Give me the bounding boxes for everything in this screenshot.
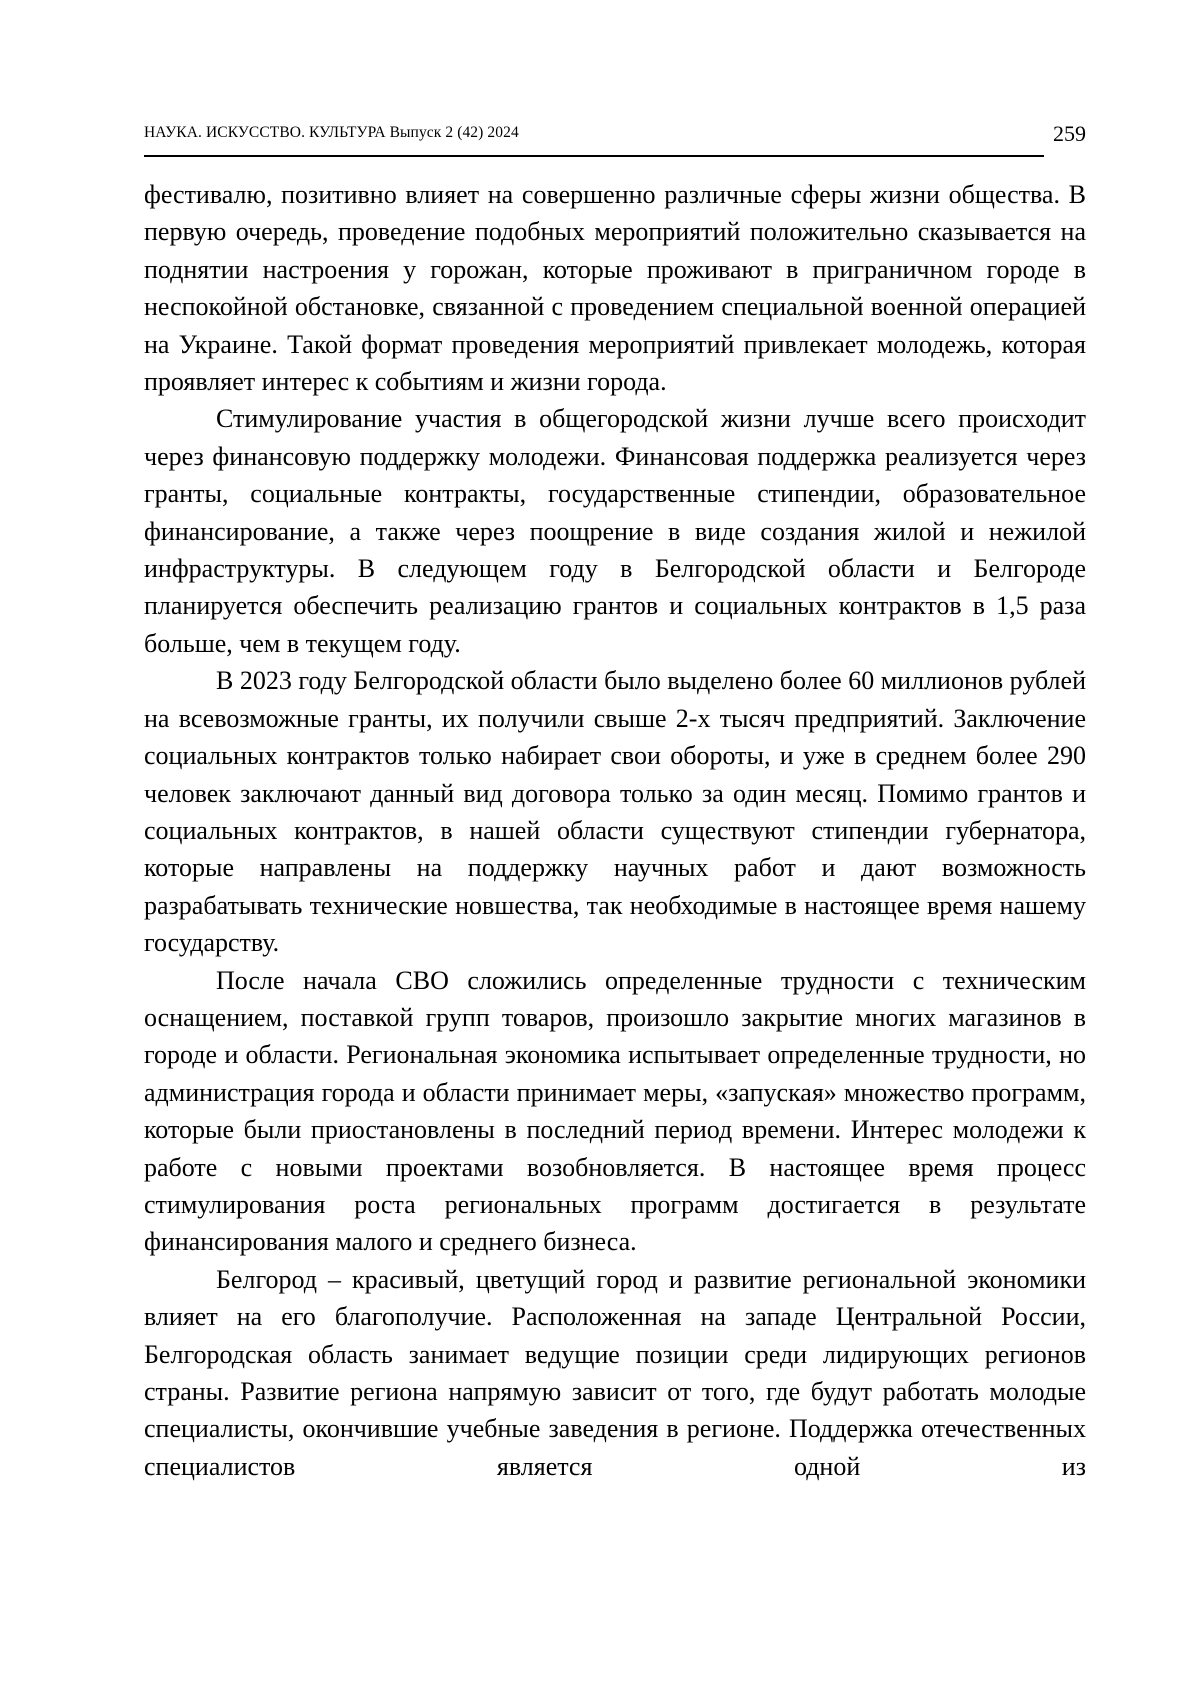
running-header	[144, 117, 1086, 157]
paragraph-1: фестивалю, позитивно влияет на совершенно различные сферы жизни общества. В первую очередь, проведение подобных мероприятий положительно сказывается на поднятии настроения у горожан, которые проживают в приграничном городе в неспокойной обстановке, связанной с проведением специальной военной операцией на Украине. Такой формат проведения мероприятий привлекает молодежь, которая проявляет интерес к событиям и жизни города.	[144, 180, 1086, 397]
body-text	[144, 176, 1086, 1485]
paragraph-3: В 2023 году Белгородской области было выделено более 60 миллионов рублей на всевозможные гранты, их получили свыше 2-х тысяч предприятий. Заключение социальных контрактов только набирает свои обороты, и уже в среднем более 290 человек заключают данный вид договора только за один месяц. Помимо грантов и социальных контрактов, в нашей области существуют стипендии губернатора, которые направлены на поддержку научных работ и дают возможность разрабатывать технические новшества, так необходимые в настоящее время нашему государству.	[144, 666, 1086, 958]
journal-title: НАУКА. ИСКУССТВО. КУЛЬТУРА Выпуск 2 (42) 2024	[144, 124, 519, 141]
paragraph-5: Белгород – красивый, цветущий город и развитие региональной экономики влияет на его благополучие. Расположенная на западе Центральной России, Белгородская область занимает ведущие позиции среди лидирующих регионов страны. Развитие региона напрямую зависит от того, где будут работать молодые специалисты, окончившие учебные заведения в регионе. Поддержка отечественных специалистов является одной из	[144, 1264, 1086, 1481]
paragraph-4: После начала СВО сложились определенные трудности с техническим оснащением, поставкой групп товаров, произошло закрытие многих магазинов в городе и области. Региональная экономика испытывает определенные трудности, но администрация города и области принимает меры, «запуская» множество программ, которые были приостановлены в последний период времени. Интерес молодежи к работе с новыми проектами возобновляется. В настоящее время процесс стимулирования роста региональных программ достигается в результате финансирования малого и среднего бизнеса.	[144, 965, 1086, 1257]
page-number: 259	[1053, 121, 1086, 146]
paragraph-2: Стимулирование участия в общегородской жизни лучше всего происходит через финансовую поддержку молодежи. Финансовая поддержка реализуется через гранты, социальные контракты, государственные стипендии, образовательное финансирование, а также через поощрение в виде создания жилой и нежилой инфраструктуры. В следующем году в Белгородской области и Белгороде планируется обеспечить реализацию грантов и социальных контрактов в 1,5 раза больше, чем в текущем году.	[144, 404, 1086, 658]
header-rule	[144, 155, 1044, 157]
